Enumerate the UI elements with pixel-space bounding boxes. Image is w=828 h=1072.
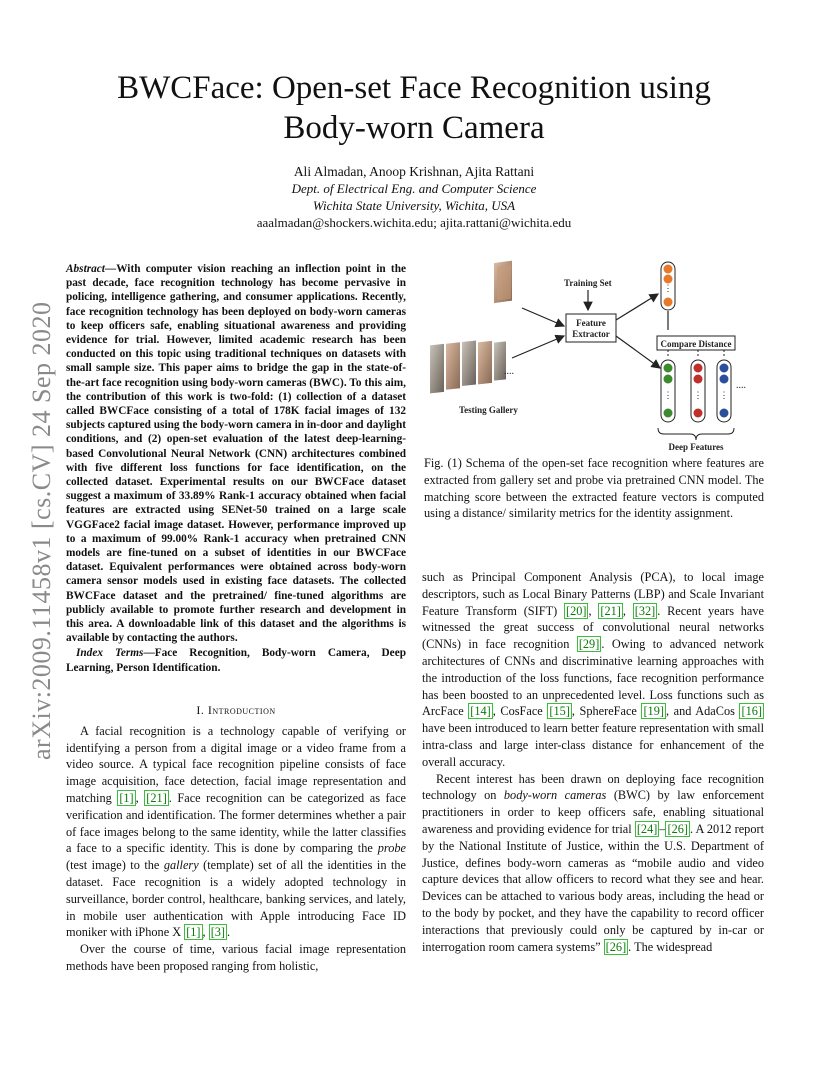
emphasized-term: body-worn cameras xyxy=(503,788,607,803)
gallery-feature-vectors xyxy=(661,360,731,422)
testing-gallery-images xyxy=(430,341,506,394)
citation-link[interactable]: [1] xyxy=(119,790,134,805)
text-run: , xyxy=(588,603,599,618)
citation-link[interactable]: [3] xyxy=(210,925,226,940)
authors: Ali Almadan, Anoop Krishnan, Ajita Rattani xyxy=(293,164,535,179)
text-run: , xyxy=(622,603,633,618)
label-training-set: Training Set xyxy=(564,278,612,288)
citation-link[interactable]: [32] xyxy=(634,603,656,618)
svg-text:⋮: ⋮ xyxy=(693,390,703,400)
text-run: A facial recognition is a technology capable of verifying or identifying a person from a digital image or a video frame from a video source. A typical face recognition pipeline consists of face image acquisition, face detection, facial image representation and matching xyxy=(66,723,406,805)
text-run: , xyxy=(135,790,145,805)
text-run: have been introduced to learn better feature representation with small intra-class and large inter-class distance for enhancement of the overall accuracy. xyxy=(422,721,764,769)
text-run: (BWC) by law enforcement practitioners in order to keep officers safe, enabling situational awareness and providing evidence for trial xyxy=(422,788,764,836)
affiliation-dept: Dept. of Electrical Eng. and Computer Science xyxy=(291,181,537,196)
text-run: Recent interest has been drawn on deploying face recognition technology on xyxy=(422,771,764,803)
left-column-intro xyxy=(66,694,406,975)
paper-title xyxy=(60,68,768,148)
label-compare-distance: Compare Distance xyxy=(660,339,732,349)
paragraph xyxy=(66,941,406,975)
paragraph xyxy=(422,771,764,956)
text-run: . Recent years have witnessed the great success of convolutional neural networks (CNNs) in face recognition xyxy=(422,603,764,652)
author-block xyxy=(60,163,768,231)
text-run: . xyxy=(227,925,231,940)
arxiv-stamp xyxy=(10,250,60,770)
text-run: , and AdaCos xyxy=(665,704,740,719)
text-run: Over the course of time, various facial image representation methods have been proposed ranging from holistic, xyxy=(66,942,406,973)
citation-link[interactable]: [15] xyxy=(549,704,570,719)
right-paragraphs xyxy=(422,569,764,955)
text-run: . Face recognition can be categorized as face verification and identification. The former determines whether a pair of face images belong to the same identity, while the latter classifies a face to a specific identity. This is done by comparing the xyxy=(66,790,406,856)
abstract-text: —With computer vision reaching an inflection point in the past decade, face recognition technology has become pervasive in policing, intelligence gathering, and consumer applications. Recently, face recognition technology has been deployed on body-worn cameras to keep officers safe, enabling situational awareness and providing evidence for trial. However, limited academic research has been conducted on this topic using traditional techniques on datasets with small sample size. This paper aims to bridge the gap in the state-of-the-art face recognition using body-worn cameras (BWC). To this aim, the contribution of this work is two-fold: (1) collection of a dataset called BWCFace consisting of a total of 178K facial images of 132 subjects captured using the body-worn camera in in-door and daylight conditions, and (2) open-set evaluation of the latest deep-learning-based Convolutional Neural Network (CNN) architectures combined with five different loss functions for face identification, on the collected dataset. Experimental results on our BWCFace dataset suggest a maximum of 33.89% Rank-1 accuracy obtained when facial features are extracted using SENet-50 trained on a large scale VGGFace2 facial image dataset. However, performance improved up to a maximum of 99.00% Rank-1 accuracy when pretrained CNN models are fine-tuned on a subset of identities in our BWCFace dataset. Equivalent performances were obtained across body-worn camera sensor models used in existing face datasets. The collected BWCFace dataset and the pretrained/ fine-tuned algorithms are publicly available to promote further research and development in this area. A downloadable link of this dataset and the algorithms is available by contacting the authors. xyxy=(66,263,406,645)
citation-link[interactable]: [21] xyxy=(600,603,621,618)
text-run: (test image) to the xyxy=(66,858,164,873)
citation-link[interactable]: [21] xyxy=(146,790,167,805)
svg-text:⋮: ⋮ xyxy=(719,390,729,400)
svg-text:⋮: ⋮ xyxy=(663,283,673,293)
text-run: . Owing to advanced network architectures of CNNs and discriminative learning approaches with the introduction of the loss functions, face recognition performance has been boosted to an unprecedented level. Loss functions such as ArcFace xyxy=(422,637,764,719)
title-line-2: Body-worn Camera xyxy=(283,110,545,146)
text-run: , CosFace xyxy=(492,704,548,719)
probe-feature-vector xyxy=(661,262,675,310)
emphasized-term: gallery xyxy=(163,858,199,873)
label-testing-gallery: Testing Gallery xyxy=(459,405,518,415)
label-feature: Feature xyxy=(576,318,606,328)
arrow-gallery xyxy=(512,336,564,358)
title-line-1: BWCFace: Open-set Face Recognition using xyxy=(117,70,711,106)
figure-caption: Fig. (1) Schema of the open-set face recognition where features are extracted from gallery set and probe via pretrained CNN model. The matching score between the extracted feature vectors is computed using a distance/ similarity metrics for the identity assignment. xyxy=(424,456,764,521)
text-run: , SphereFace xyxy=(571,704,642,719)
emphasized-term: probe xyxy=(377,841,406,856)
right-column-text xyxy=(422,569,764,955)
text-run: , xyxy=(202,925,209,940)
citation-link[interactable]: [19] xyxy=(643,704,664,719)
index-terms-lead: Index Terms xyxy=(76,647,144,660)
text-run: (template) set of all the identities in the dataset. Face recognition is a widely adopted technology in surveillance, border control, healthcare, banking services, and lately, in mobile user authentication with Apple introducing Face ID moniker with iPhone X xyxy=(66,858,406,940)
paragraph xyxy=(66,723,406,941)
deep-features-brace xyxy=(658,428,734,440)
emails: aaalmadan@shockers.wichita.edu; ajita.rattani@wichita.edu xyxy=(256,215,572,230)
label-extractor: Extractor xyxy=(572,329,610,339)
citation-link[interactable]: [26] xyxy=(605,939,627,954)
figure-diagram xyxy=(424,258,764,453)
citation-link[interactable]: [14] xyxy=(470,704,491,719)
abstract-lead: Abstract xyxy=(66,263,105,275)
index-terms-text: —Face Recognition, Body-worn Camera, Deep Learning, Person Identification. xyxy=(66,647,406,674)
text-run: such as Principal Component Analysis (PCA), to local image descriptors, such as Local Binary Patterns (LBP) and Scale Invariant Feature Transform (SIFT) xyxy=(422,570,764,618)
vectors-ellipsis: .... xyxy=(736,380,746,391)
citation-link[interactable]: [24] xyxy=(636,821,658,836)
citation-link[interactable]: [16] xyxy=(741,704,762,719)
citation-link[interactable]: [26] xyxy=(667,821,688,836)
training-face-images xyxy=(494,261,512,304)
arrow-to-probe-vector xyxy=(616,294,658,320)
citation-link[interactable]: [1] xyxy=(186,925,201,940)
index-terms xyxy=(66,646,406,674)
section-heading-intro: I. Introduction xyxy=(196,703,276,717)
figure-1 xyxy=(424,258,764,453)
arxiv-stamp-text: arXiv:2009.11458v1 [cs.CV] 24 Sep 2020 xyxy=(27,301,56,760)
arrow-to-gallery-vectors xyxy=(616,336,660,368)
citation-link[interactable]: [20] xyxy=(565,603,587,618)
abstract xyxy=(66,262,406,675)
svg-text:⋮: ⋮ xyxy=(663,390,673,400)
affiliation-univ: Wichita State University, Wichita, USA xyxy=(312,198,516,213)
text-run: . The widespread xyxy=(628,939,713,954)
text-run: . A 2012 report by the National Institute of Justice, within the U.S. Department of Justice, defines body-worn cameras as “mobile audio and video capture devices that allow officers to record what they see and hear. Devices can be attached to various body areas, including the head or to the body by pocket, and they have the capability to record officer interactions that previously could only be captured by in-car or interrogation room camera systems” xyxy=(422,821,764,954)
arrow-probe xyxy=(522,308,564,326)
gallery-ellipsis: .... xyxy=(504,366,514,377)
citation-link[interactable]: [29] xyxy=(578,637,600,652)
intro-paragraphs xyxy=(66,723,406,975)
text-run: – xyxy=(659,821,666,836)
paragraph xyxy=(422,569,764,771)
label-deep-features: Deep Features xyxy=(668,442,724,452)
